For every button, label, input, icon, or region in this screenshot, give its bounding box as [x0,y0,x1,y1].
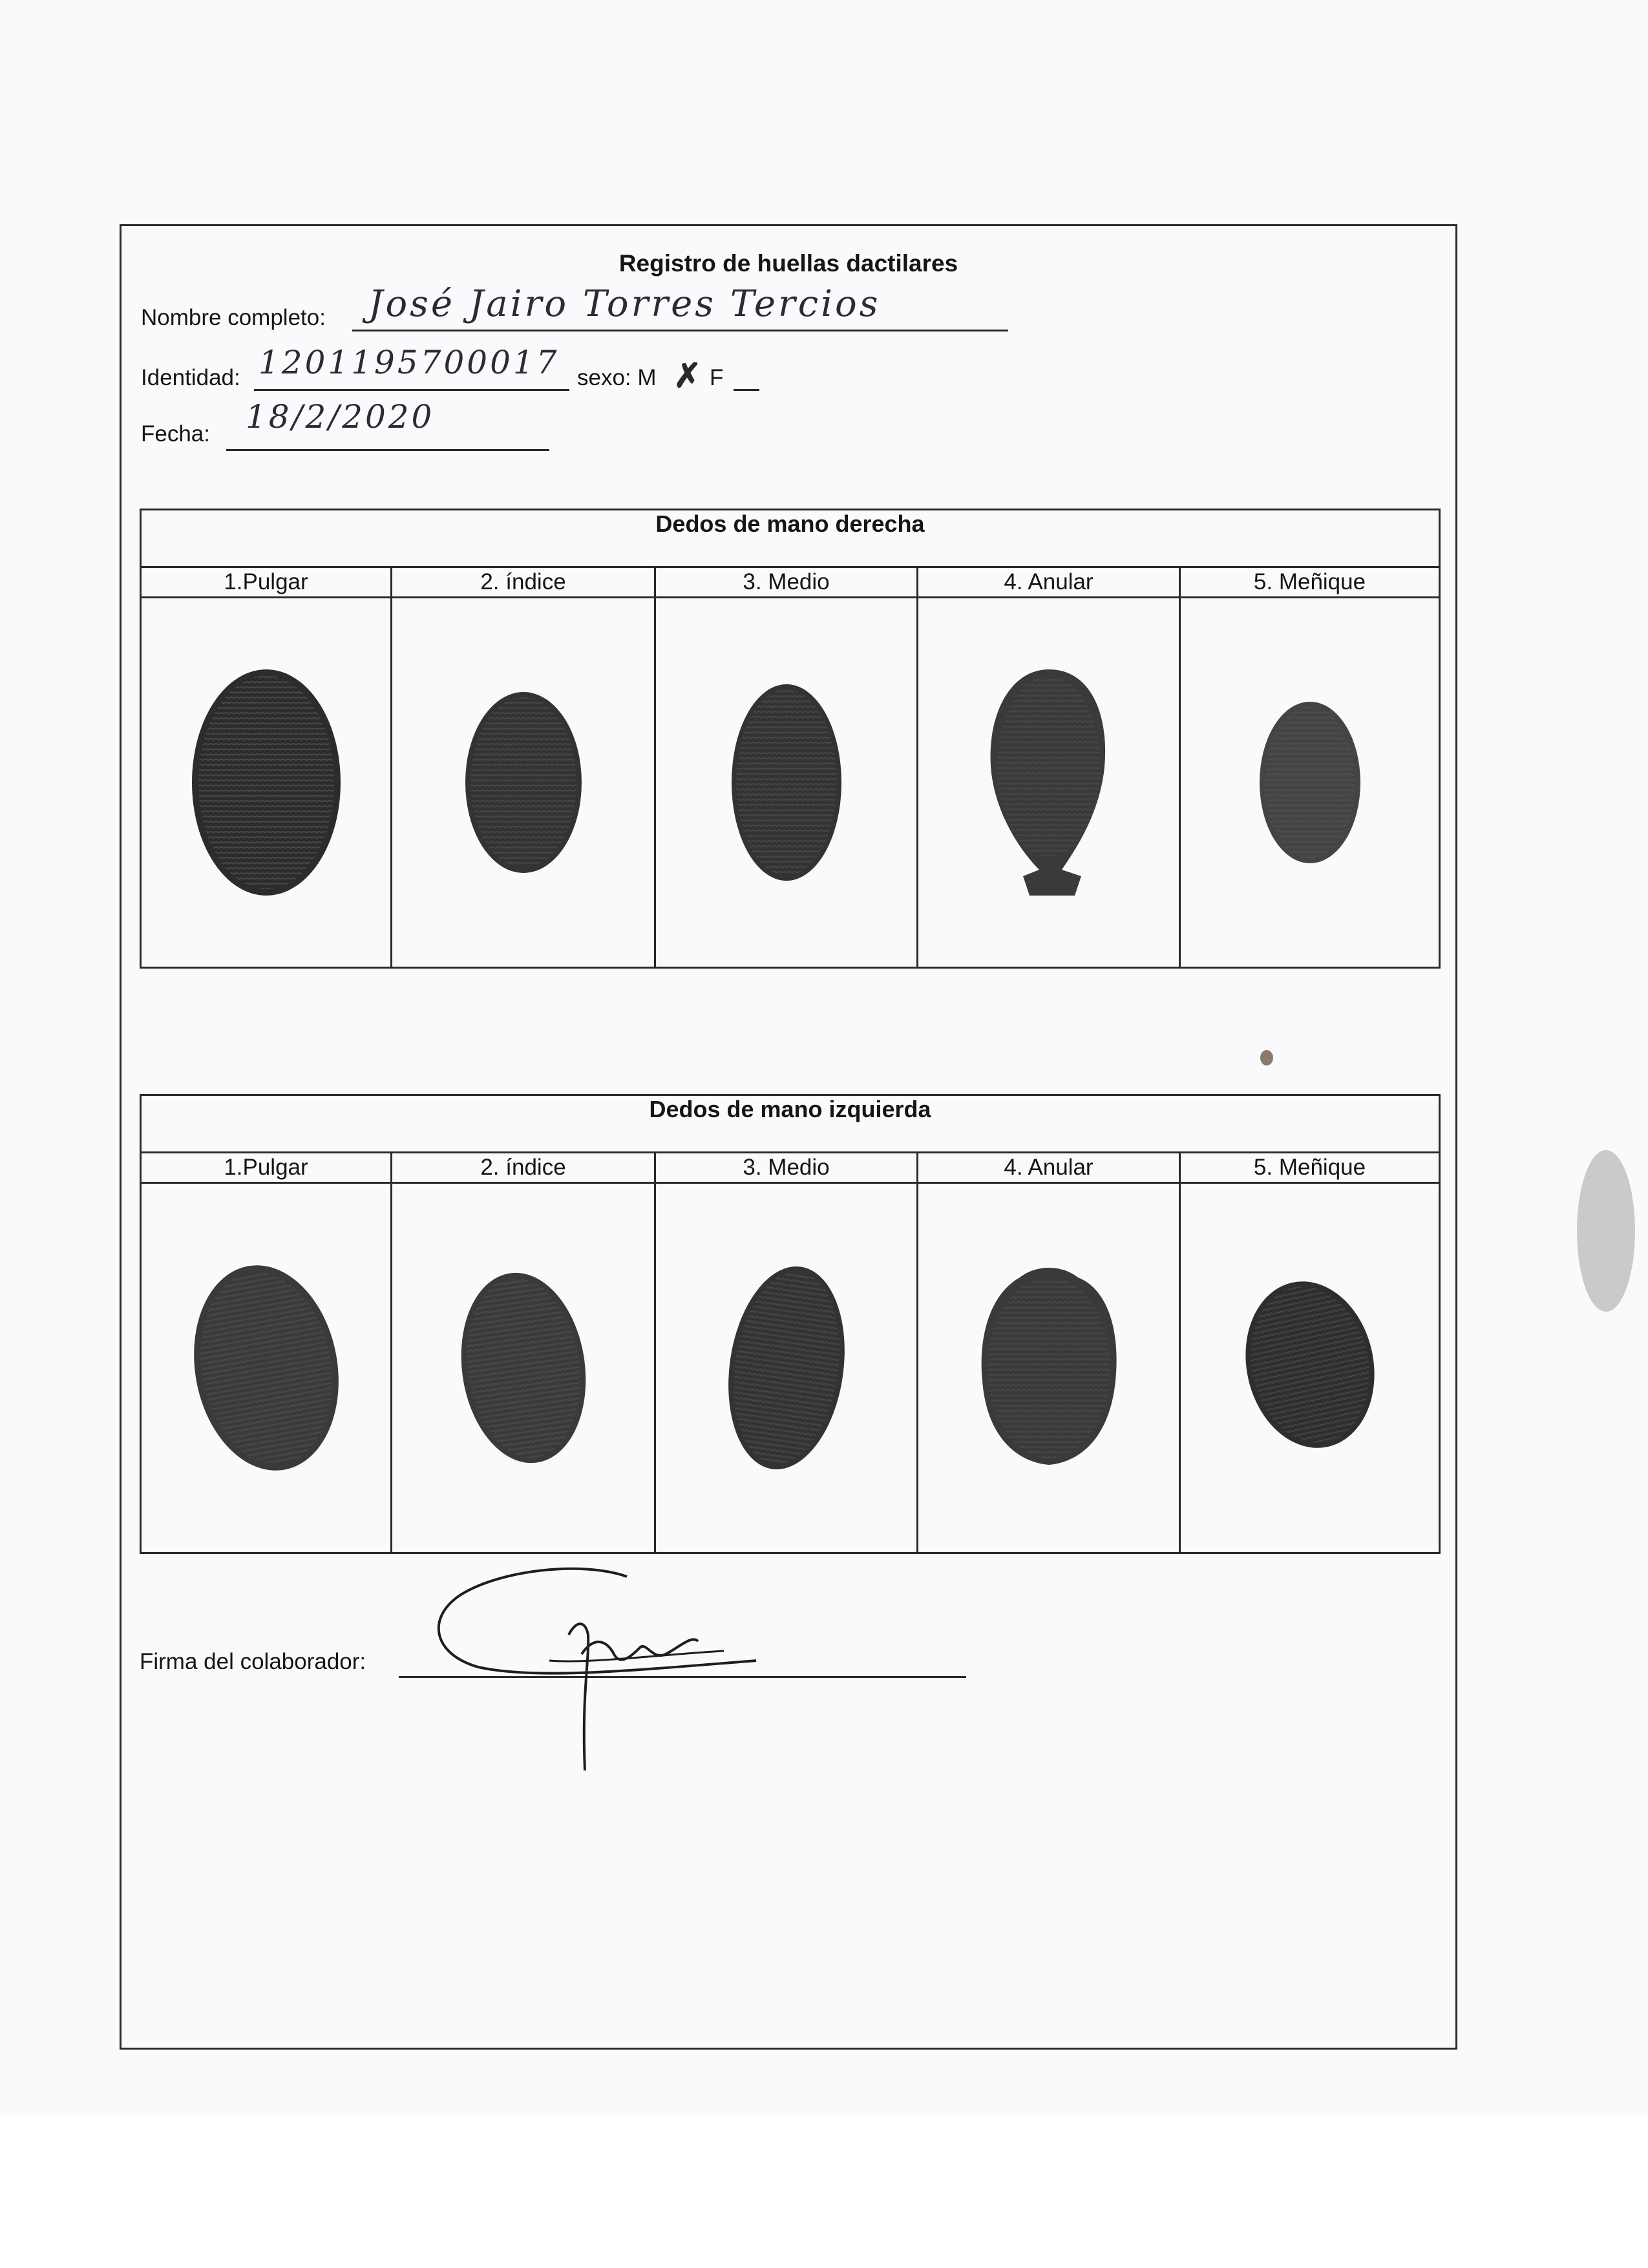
fingerprint-icon [1239,1274,1381,1462]
fingerprint-icon [1255,695,1365,870]
fingerprint-icon [456,1265,591,1471]
left-hand-title: Dedos de mano izquierda [141,1095,1440,1153]
left-finger-label: 5. Meñique [1180,1153,1440,1183]
left-ring-box [918,1183,1180,1553]
fecha-handwritten: 18/2/2020 [246,398,435,436]
right-finger-label: 4. Anular [918,567,1180,598]
smudge-mark [1260,1050,1273,1066]
right-finger-label: 2. índice [392,567,655,598]
sexo-f-line [734,367,759,391]
left-finger-label: 3. Medio [655,1153,918,1183]
nombre-handwritten: José Jairo Torres Tercios [368,283,881,325]
sexo-f-label: F [710,365,724,390]
left-hand-table [140,1094,1441,1554]
fecha-label: Fecha: [141,421,210,446]
form-title: Registro de huellas dactilares [618,250,958,277]
fingerprint-icon [984,663,1114,902]
stray-fingerprint-icon [1567,1144,1638,1318]
sexo-label: sexo: M [577,365,657,390]
left-finger-label: 4. Anular [918,1153,1180,1183]
scanner-background [0,2116,1648,2268]
right-finger-label: 5. Meñique [1180,567,1440,598]
sexo-mark-x: ✗ [673,357,702,395]
right-middle-box [655,598,918,968]
left-index-box [392,1183,655,1553]
left-thumb-box [141,1183,392,1553]
signature-scribble-icon [420,1557,782,1777]
fingerprint-icon [725,679,848,886]
right-little-box [1180,598,1440,968]
fingerprint-icon [975,1265,1123,1471]
right-thumb-box [141,598,392,968]
right-index-box [392,598,655,968]
right-finger-label: 3. Medio [655,567,918,598]
left-finger-label: 2. índice [392,1153,655,1183]
fingerprint-icon [459,686,588,879]
fingerprint-icon [189,1258,344,1478]
identidad-handwritten: 1201195700017 [259,344,560,381]
identidad-label: Identidad: [141,365,240,390]
fingerprint-icon [182,660,350,905]
left-middle-box [655,1183,918,1553]
fingerprint-icon [722,1258,851,1478]
right-ring-box [918,598,1180,968]
right-finger-label: 1.Pulgar [141,567,392,598]
left-finger-label: 1.Pulgar [141,1153,392,1183]
right-hand-title: Dedos de mano derecha [141,510,1440,567]
left-little-box [1180,1183,1440,1553]
nombre-label: Nombre completo: [141,305,326,330]
right-hand-table [140,509,1441,969]
signature-label: Firma del colaborador: [140,1649,366,1674]
